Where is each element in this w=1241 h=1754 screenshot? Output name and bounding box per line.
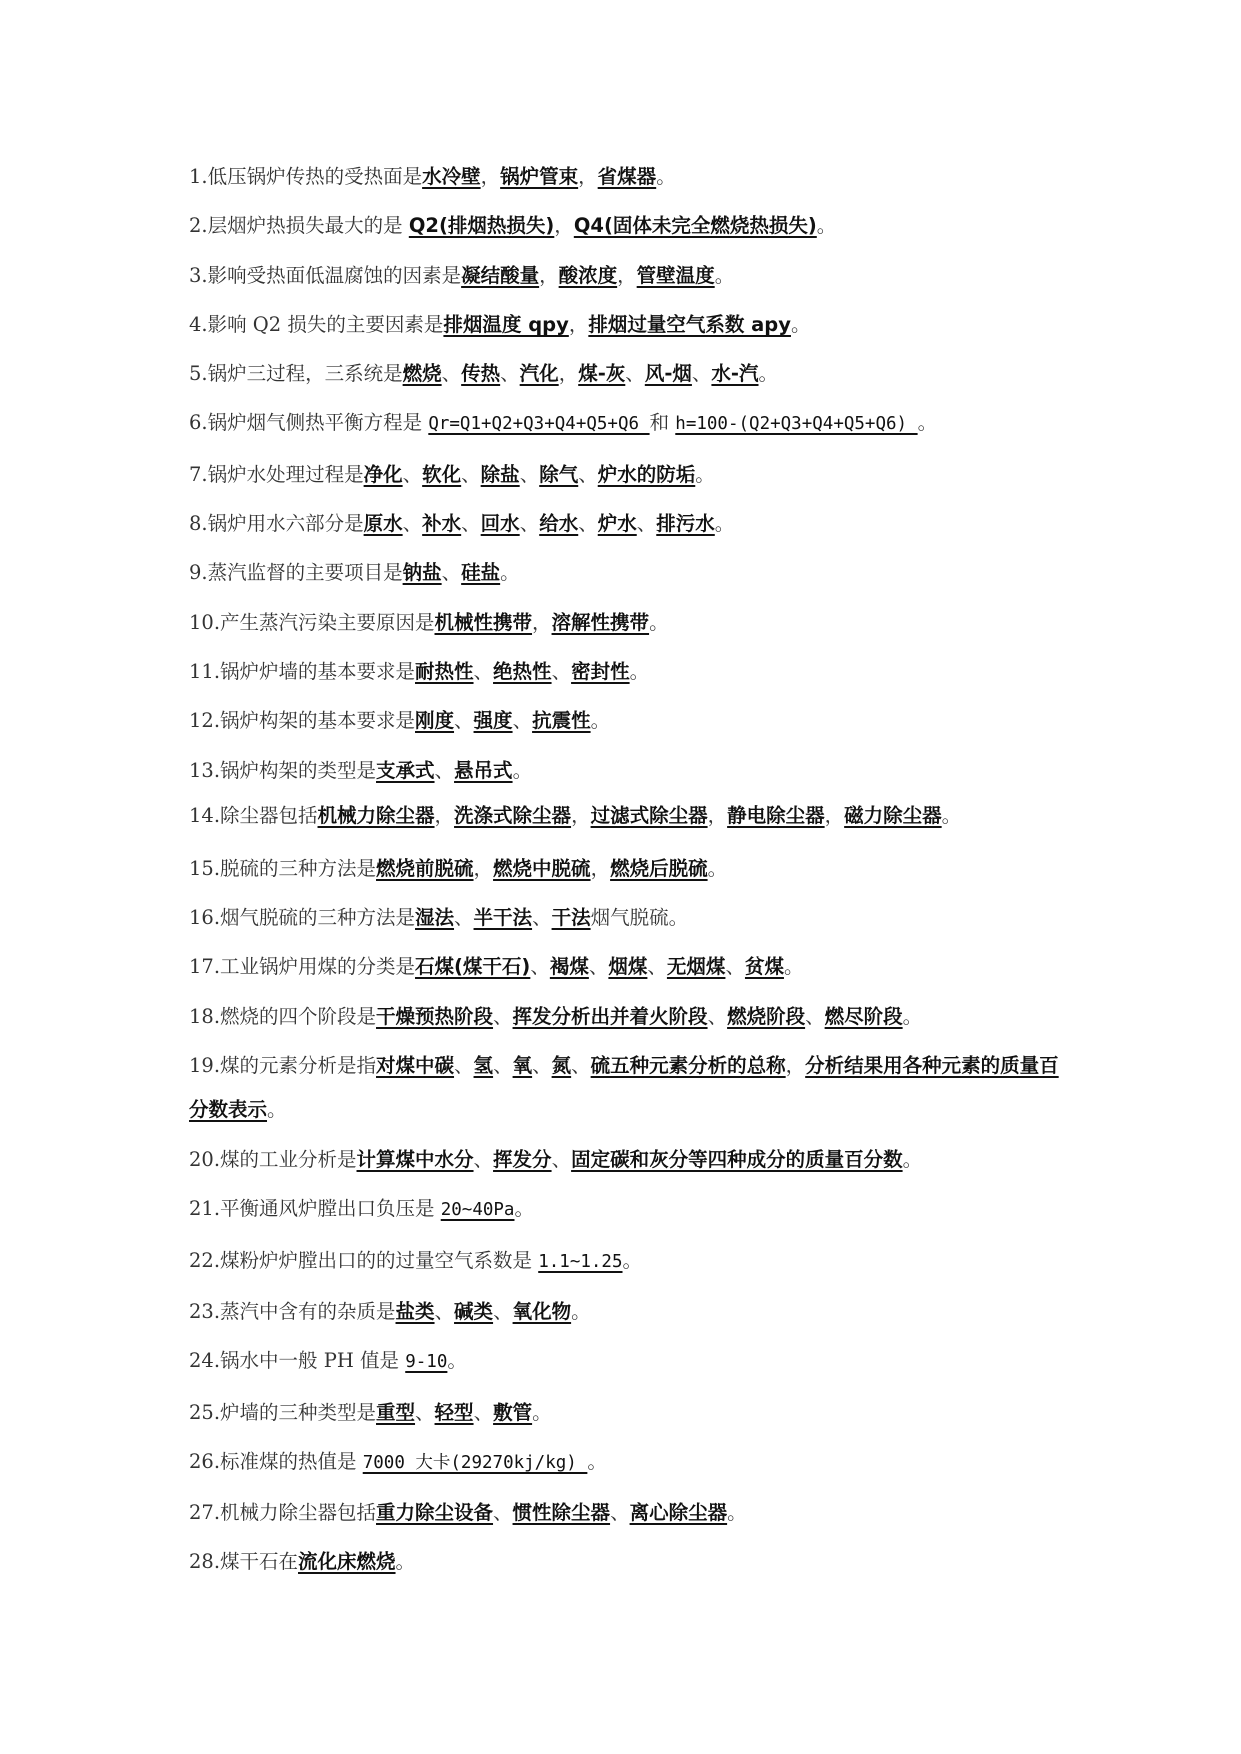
answer-text: 排污水 [656, 512, 715, 536]
question-text: 11.锅炉炉墙的基本要求是 [189, 659, 416, 683]
separator-text: 、 [415, 1400, 435, 1424]
separator-text: 、 [805, 1004, 825, 1028]
separator-text: 、 [461, 512, 481, 536]
answer-text: 耐热性 [415, 659, 474, 683]
answer-text: 离心除尘器 [629, 1501, 728, 1525]
answer-text: 燃烧前脱硫 [376, 856, 474, 880]
answer-text: 回水 [480, 512, 520, 536]
answer-text: 软化 [422, 462, 462, 486]
question-item [189, 1287, 1069, 1336]
separator-text: 、 [441, 561, 462, 585]
separator-text: 、 [647, 955, 667, 979]
answer-text: 管壁温度 [636, 263, 715, 287]
answer-text: 7000 大卡(29270kj/kg) [362, 1452, 588, 1473]
question-item [189, 152, 1069, 201]
answer-text: h=100-(Q2+Q3+Q4+Q5+Q6) [675, 414, 918, 435]
separator-text: ， [571, 803, 591, 827]
question-text: 4.影响 Q2 损失的主要因素是 [189, 312, 444, 336]
separator-text: 。 [707, 856, 728, 880]
answer-text: 钠盐 [402, 561, 442, 585]
separator-text: ， [554, 214, 574, 238]
separator-text: 、 [493, 1501, 513, 1525]
separator-text: 。 [514, 1197, 534, 1221]
separator-text: 、 [500, 362, 520, 386]
separator-text: 、 [519, 512, 540, 536]
answer-text: 除气 [539, 462, 579, 486]
answer-text: 轻型 [434, 1400, 474, 1424]
separator-text: 、 [473, 659, 494, 683]
question-text: 12.锅炉构架的基本要求是 [189, 709, 416, 733]
separator-text: 、 [625, 362, 645, 386]
question-text: 15.脱硫的三种方法是 [189, 856, 377, 880]
answer-text: 风-烟 [644, 362, 692, 386]
document-body [189, 152, 1069, 1587]
separator-text: ， [480, 165, 501, 188]
answer-text: 盐类 [395, 1299, 435, 1323]
separator-text: 和 [649, 411, 676, 435]
question-text: 17.工业锅炉用煤的分类是 [189, 955, 416, 979]
separator-text: ， [539, 263, 559, 287]
question-text: 25.炉墙的三种类型是 [189, 1400, 377, 1424]
answer-text: Q2(排烟热损失) [408, 214, 555, 238]
answer-text: 固定碳和灰分等四种成分的质量百分数 [571, 1148, 903, 1172]
answer-text: 支承式 [376, 758, 435, 782]
question-item [189, 201, 1069, 250]
answer-text: 燃烧阶段 [727, 1004, 806, 1028]
question-item [189, 349, 1069, 398]
answer-text: 惯性除尘器 [512, 1501, 611, 1525]
separator-text: 。 [512, 758, 533, 782]
separator-text: 、 [493, 1004, 513, 1028]
question-item [189, 1437, 1069, 1488]
separator-text: 。 [714, 512, 735, 536]
separator-text: 、 [454, 709, 474, 733]
answer-text: 悬吊式 [454, 758, 513, 782]
separator-text: 、 [551, 1148, 572, 1172]
separator-text: 。 [267, 1098, 287, 1122]
separator-text: ， [532, 610, 552, 634]
question-item [189, 251, 1069, 300]
answer-text: 机械力除尘器 [317, 803, 435, 827]
question-text: 22.煤粉炉炉膛出口的的过量空气系数是 [189, 1248, 539, 1272]
separator-text: 、 [636, 512, 657, 536]
answer-text: 重型 [376, 1400, 416, 1424]
answer-text: 除盐 [480, 462, 520, 486]
separator-text: 、 [551, 659, 572, 683]
separator-text: 。 [629, 659, 650, 683]
question-text: 18.燃烧的四个阶段是 [189, 1004, 377, 1028]
answer-text: 对煤中碳 [376, 1054, 455, 1078]
question-text: 23.蒸汽中含有的杂质是 [189, 1299, 396, 1323]
separator-text: 。 [714, 263, 735, 287]
answer-text: 水冷壁 [422, 165, 481, 188]
question-text: 7.锅炉水处理过程是 [189, 462, 364, 486]
answer-text: 硅盐 [461, 561, 501, 585]
question-item [189, 647, 1069, 696]
answer-text: 静电除尘器 [727, 803, 825, 827]
separator-text: 、 [691, 362, 712, 386]
separator-text: 、 [493, 1054, 513, 1078]
answer-text: 挥发分 [493, 1148, 552, 1172]
answer-text: 无烟煤 [666, 955, 726, 979]
separator-text: 、 [402, 512, 423, 536]
answer-text: 给水 [539, 512, 579, 536]
separator-text: 、 [441, 362, 462, 386]
separator-text: 。 [587, 1449, 607, 1473]
separator-text: 。 [783, 955, 804, 979]
question-text: 21.平衡通风炉膛出口负压是 [189, 1197, 441, 1221]
question-item [189, 992, 1069, 1041]
question-item [189, 300, 1069, 349]
question-text: 9.蒸汽监督的主要项目是 [189, 561, 403, 585]
question-item [189, 1336, 1069, 1387]
question-text: 13.锅炉构架的类型是 [189, 758, 377, 782]
question-text: 3.影响受热面低温腐蚀的因素是 [189, 263, 462, 287]
question-text: 6.锅炉烟气侧热平衡方程是 [189, 411, 429, 435]
separator-text: 。 [590, 709, 611, 733]
separator-text: ， [434, 803, 455, 827]
separator-text: 。 [447, 1349, 467, 1373]
answer-text: 炉水的防垢 [597, 462, 696, 486]
question-item [189, 548, 1069, 597]
separator-text: 。 [622, 1248, 643, 1272]
separator-text: 、 [454, 906, 474, 930]
answer-text: 刚度 [415, 709, 455, 733]
separator-text: 、 [530, 955, 550, 979]
separator-text: 、 [402, 462, 423, 486]
answer-text: Q4(固体未完全燃烧热损失) [573, 214, 817, 238]
answer-text: 燃烧后脱硫 [610, 856, 708, 880]
separator-text: 。 [917, 411, 938, 435]
question-item [189, 1388, 1069, 1437]
separator-text: 、 [578, 462, 598, 486]
answer-text: 净化 [363, 462, 403, 486]
question-item [189, 942, 1069, 991]
answer-text: 汽化 [519, 362, 559, 386]
separator-text: ， [568, 312, 589, 336]
separator-text: 。 [532, 1400, 552, 1424]
separator-text: 、 [610, 1501, 630, 1525]
answer-text: 石煤(煤干石) [415, 955, 531, 979]
separator-text: 。 [727, 1501, 747, 1525]
answer-text: 氧化物 [512, 1299, 572, 1323]
question-item [189, 893, 1069, 942]
question-item [189, 746, 1069, 795]
answer-text: 省煤器 [597, 165, 657, 188]
separator-text: ， [824, 803, 845, 827]
answer-text: 重力除尘设备 [376, 1501, 494, 1525]
question-item [189, 1041, 1069, 1135]
separator-text: 、 [725, 955, 745, 979]
answer-text: 磁力除尘器 [844, 803, 942, 827]
separator-text: 、 [473, 1148, 494, 1172]
answer-text: 氢 [473, 1054, 494, 1078]
question-text: 5.锅炉三过程，三系统是 [189, 362, 403, 386]
separator-text: 、 [532, 906, 552, 930]
answer-text: 传热 [461, 362, 501, 386]
separator-text: 、 [473, 1400, 494, 1424]
answer-text: 挥发分析出并着火阶段 [512, 1004, 708, 1028]
answer-text: 贫煤 [744, 955, 784, 979]
answer-text: 干法 [551, 906, 591, 930]
separator-text: 、 [588, 955, 609, 979]
separator-text: ， [578, 165, 598, 188]
answer-text: 1.1~1.25 [538, 1251, 623, 1272]
answer-text: 排烟过量空气系数 apy [588, 312, 791, 336]
answer-text: Qr=Q1+Q2+Q3+Q4+Q5+Q6 [428, 414, 650, 435]
separator-text: 。 [656, 165, 676, 188]
separator-text: ， [590, 856, 611, 880]
separator-text: 、 [434, 1299, 455, 1323]
answer-text: 烟煤 [608, 955, 648, 979]
question-item [189, 598, 1069, 647]
separator-text: 。 [649, 610, 669, 634]
answer-text: 抗震性 [532, 709, 591, 733]
answer-text: 洗涤式除尘器 [454, 803, 572, 827]
separator-text: ， [707, 803, 728, 827]
question-item [189, 450, 1069, 499]
question-text: 19.煤的元素分析是指 [189, 1054, 377, 1078]
answer-text: 湿法 [415, 906, 455, 930]
answer-text: 干燥预热阶段 [376, 1004, 494, 1028]
answer-text: 9-10 [405, 1352, 448, 1373]
question-item [189, 696, 1069, 745]
separator-text: 。 [571, 1299, 591, 1323]
separator-text: 、 [493, 1299, 513, 1323]
answer-text: 硫五种元素分析的总称 [590, 1054, 786, 1078]
question-text: 20.煤的工业分析是 [189, 1148, 357, 1172]
separator-text: 烟气脱硫。 [590, 906, 689, 930]
answer-text: 强度 [473, 709, 513, 733]
separator-text: ， [558, 362, 579, 386]
separator-text: 。 [816, 214, 837, 238]
answer-text: 流化床燃烧 [298, 1550, 396, 1574]
answer-text: 水-汽 [711, 362, 759, 386]
separator-text: 、 [707, 1004, 728, 1028]
answer-text: 敷管 [493, 1400, 533, 1424]
question-text: 2.层烟炉热损失最大的是 [189, 214, 409, 238]
answer-text: 密封性 [571, 659, 630, 683]
separator-text: 、 [434, 758, 455, 782]
answer-text: 煤-灰 [578, 362, 626, 386]
question-text: 26.标准煤的热值是 [189, 1449, 363, 1473]
answer-text: 补水 [422, 512, 462, 536]
answer-text: 计算煤中水分 [356, 1148, 474, 1172]
separator-text: 。 [790, 312, 811, 336]
separator-text: 、 [519, 462, 540, 486]
separator-text: 、 [512, 709, 533, 733]
separator-text: ， [785, 1054, 806, 1078]
question-text: 16.烟气脱硫的三种方法是 [189, 906, 416, 930]
answer-text: 锅炉管束 [500, 165, 579, 188]
answer-text: 溶解性携带 [551, 610, 650, 634]
question-item [189, 499, 1069, 548]
separator-text: 。 [902, 1148, 923, 1172]
answer-text: 20~40Pa [440, 1200, 515, 1221]
question-text: 27.机械力除尘器包括 [189, 1501, 377, 1525]
separator-text: 。 [758, 362, 779, 386]
answer-text: 酸浓度 [558, 263, 618, 287]
question-item [189, 398, 1069, 449]
answer-text: 原水 [363, 512, 403, 536]
separator-text: 、 [461, 462, 481, 486]
question-item [189, 1488, 1069, 1537]
answer-text: 氧 [512, 1054, 533, 1078]
question-text: 1.低压锅炉传热的受热面是 [189, 165, 423, 188]
answer-text: 过滤式除尘器 [590, 803, 708, 827]
question-item [189, 844, 1069, 893]
question-text: 28.煤干石在 [189, 1550, 299, 1574]
answer-text: 机械性携带 [434, 610, 533, 634]
answer-text: 氮 [551, 1054, 572, 1078]
separator-text: 。 [941, 803, 962, 827]
separator-text: 、 [532, 1054, 552, 1078]
question-text: 8.锅炉用水六部分是 [189, 512, 364, 536]
answer-text: 排烟温度 qpy [443, 312, 569, 336]
answer-text: 分析结果用各种元素的质量百分数表示 [189, 1054, 1059, 1122]
separator-text: 。 [500, 561, 520, 585]
answer-text: 褐煤 [549, 955, 589, 979]
separator-text: 、 [454, 1054, 474, 1078]
answer-text: 燃烧中脱硫 [493, 856, 591, 880]
question-item [189, 1236, 1069, 1287]
answer-text: 凝结酸量 [461, 263, 540, 287]
answer-text: 燃尽阶段 [824, 1004, 903, 1028]
separator-text: 。 [695, 462, 715, 486]
answer-text: 碱类 [454, 1299, 494, 1323]
separator-text: 。 [395, 1550, 416, 1574]
answer-text: 半干法 [473, 906, 533, 930]
answer-text: 燃烧 [402, 362, 442, 386]
question-item [189, 1184, 1069, 1235]
separator-text: 、 [578, 512, 598, 536]
separator-text: ， [473, 856, 494, 880]
separator-text: 、 [571, 1054, 591, 1078]
separator-text: 。 [902, 1004, 923, 1028]
question-item [189, 1537, 1069, 1586]
question-text: 24.锅水中一般 PH 值是 [189, 1349, 406, 1373]
question-item [189, 795, 1069, 844]
answer-text: 绝热性 [493, 659, 552, 683]
question-text: 10.产生蒸汽污染主要原因是 [189, 610, 435, 634]
question-text: 14.除尘器包括 [189, 803, 318, 827]
answer-text: 炉水 [597, 512, 637, 536]
separator-text: ， [617, 263, 637, 287]
question-item [189, 1135, 1069, 1184]
